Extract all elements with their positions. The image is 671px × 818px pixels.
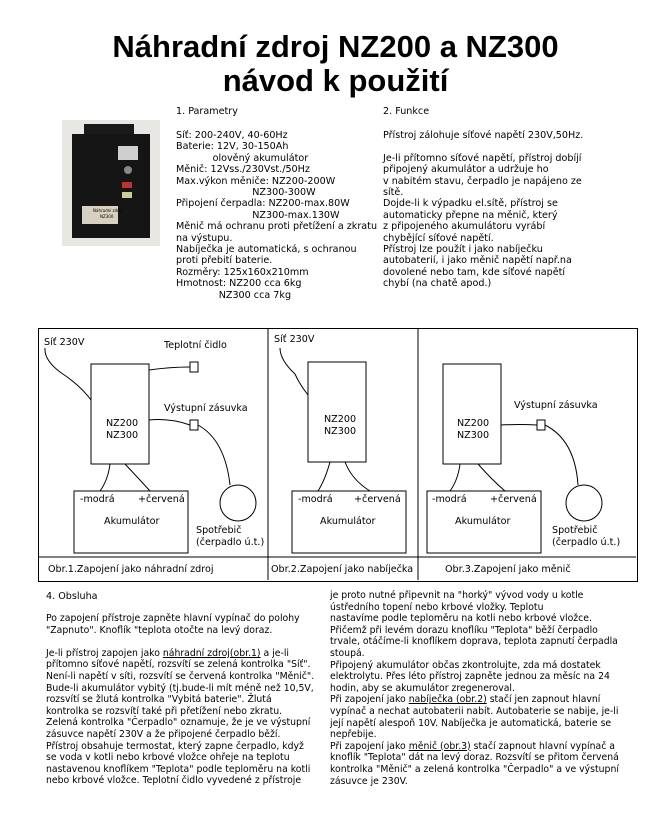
p3-nz200: NZ200	[457, 418, 490, 429]
section4-left-line: "Zapnuto". Knoflík "teplota otočte na levý doraz.	[46, 624, 273, 636]
p3-nz300: NZ300	[457, 430, 490, 441]
section4-left-line: Zelená kontrolka "Čerpadlo" oznamuje, že je ve výstupní	[46, 717, 311, 729]
p1-nz200: NZ200	[106, 418, 139, 429]
section2-line: připojený akumulátor a udržuje ho	[383, 164, 549, 176]
section4-left-line	[46, 636, 314, 648]
section1-line: NZ300-max.130W	[176, 209, 340, 221]
section1-line: Rozměry: 125x160x210mm	[176, 266, 309, 278]
p3-pump-label: (čerpadlo ú.t.)	[552, 537, 621, 548]
p3-output-socket-label: Výstupní zásuvka	[514, 400, 598, 411]
section4-right-line: je proto nutné připevnit na "horký" vývod vody u kotle	[330, 590, 584, 601]
section4-right-line: hodin, aby se akumulátor zregeneroval.	[330, 682, 515, 694]
section2-line: Přístroj lze použít i jako nabíječku	[383, 244, 543, 256]
p1-nz300: NZ300	[106, 430, 139, 441]
section4-right-line: knoflík "Teplota" dát na levý doraz. Rozsvítí se přitom červená	[330, 752, 619, 764]
section2-line: autobaterií, i jako měnič napětí např.na	[383, 255, 572, 267]
section2-line: Je-li přítomno síťové napětí, přístroj dobíjí	[383, 152, 582, 164]
p3-battery-label: Akumulátor	[455, 516, 511, 527]
p2-battery-label: Akumulátor	[320, 516, 376, 527]
p1-appliance-label: Spotřebič	[196, 525, 242, 536]
p1-minus-label: -modrá	[80, 494, 115, 505]
caption-fig3: Obr.3.Zapojení jako měnič	[445, 564, 571, 575]
section1-line: Max.výkon měniče: NZ200-200W	[176, 175, 336, 187]
section1-line: NZ300-300W	[176, 187, 316, 199]
section2-line: chybějící síťové napětí.	[383, 232, 494, 244]
section4-left-line: přítomno síťové napětí, rozsvítí se zelená kontrolka "Síť".	[46, 659, 311, 671]
section1-line: Měnič: 12Vss./230Vst./50Hz	[176, 164, 310, 176]
section4-left-line: se voda v kotli nebo krbové vložce ohřeje na teplotu	[46, 752, 290, 764]
section4-right-line: ústředního topení nebo krbové vložky. Teplotu	[330, 601, 544, 613]
section1-line: na výstupu.	[176, 232, 233, 244]
section1-line: Připojení čerpadla: NZ200-max.80W	[176, 198, 350, 210]
p1-site-label: Síť 230V	[44, 337, 85, 348]
page-subtitle: návod k použití	[222, 63, 449, 98]
section4-left-line: Přístroj obsahuje termostat, který zapne čerpadlo, když	[46, 740, 304, 752]
section4-right-line: Při zapojení jako měnič (obr.3) stačí zapnout hlavní vypínač a	[330, 740, 615, 752]
section1-line: Baterie: 12V, 30-150Ah	[176, 141, 289, 153]
section4-left-line: rozsvítí se žlutá kontrolka "Vybitá baterie". Žlutá	[46, 694, 272, 706]
section2-line: Přístroj zálohuje síťové napětí 230V,50Hz.	[383, 130, 584, 141]
section4-right-line: její napětí alespoň 10V. Nabíječka je automatická, baterie se	[330, 717, 612, 729]
p2-site-label: Síť 230V	[274, 334, 315, 345]
section2-line: sítě.	[383, 187, 404, 199]
section4-left-line: zásuvce napětí 230V a že připojené čerpadlo běží.	[46, 728, 281, 740]
caption-fig2: Obr.2.Zapojení jako nabíječka	[271, 564, 414, 575]
p1-output-socket-label: Výstupní zásuvka	[164, 403, 248, 414]
photo-label-2: NZ300	[100, 214, 114, 219]
section4-right-line: trvale, otáčíme-li knoflíkem doprava, teplota zapnutí čerpadla	[330, 636, 618, 648]
caption-fig1: Obr.1.Zapojení jako náhradní zdroj	[48, 564, 214, 575]
section4-left-line: Není-li napětí v síti, rozsvítí se červená kontrolka "Měnič".	[46, 670, 315, 682]
section1-line: Nabíječka je automatická, s ochranou	[176, 244, 357, 256]
p3-appliance-label: Spotřebič	[552, 525, 598, 536]
section4-right-line: Připojený akumulátor občas zkontrolujte, zda má dostatek	[330, 659, 601, 671]
section2-line: Dojde-li k výpadku el.sítě, přístroj se	[383, 198, 558, 210]
section4-right-line: nepřebije.	[330, 729, 377, 741]
section2-line: automaticky přepne na měnič, který	[383, 209, 558, 221]
section2-line: z připojeného akumulátoru vyrábí	[383, 221, 546, 233]
section4-right-line: Přičemž při levém dorazu knoflíku "Teplota" běží čerpadlo	[330, 624, 598, 636]
section2-line: dovolené nebo tam, kde síťové napětí	[383, 266, 566, 278]
p2-minus-label: -modrá	[298, 494, 333, 505]
p2-nz200: NZ200	[324, 414, 357, 425]
section4-right-line: stoupá.	[330, 647, 365, 659]
p1-plus-label: +červená	[138, 494, 185, 505]
section4-right-line: Při zapojení jako nabíječka (obr.2) stačí jen zapnout hlavní	[330, 694, 601, 706]
section4-right-line: vypínač a nechat autobaterii nabít. Autobaterie se nabije, je-li	[330, 705, 619, 717]
p1-battery-label: Akumulátor	[104, 516, 160, 527]
section1-line: olověný akumulátor	[176, 152, 309, 164]
section2-line: chybí (na chatě apod.)	[383, 278, 492, 290]
section4-left-line: nebo krbové vložce. Teplotní čidlo vyvedené z přístroje	[46, 775, 302, 787]
p2-plus-label: +červená	[354, 494, 401, 505]
p2-nz300: NZ300	[324, 426, 357, 437]
section4-left-line: Bude-li akumulátor vybitý (tj.bude-li mít méně než 10,5V,	[46, 682, 314, 694]
section1-heading: 1. Parametry	[176, 106, 238, 117]
section1-line: Měnič má ochranu proti přetížení a zkratu	[176, 221, 378, 233]
section4-left-line: Je-li přístroj zapojen jako náhradní zdroj(obr.1) a je-li	[46, 647, 289, 659]
section4-right-line: kontrolka "Měnič" a zelená kontrolka "Čerpadlo" a ve výstupní	[330, 763, 619, 775]
section4-left-text	[46, 613, 314, 787]
section4-left-line: Po zapojení přístroje zapněte hlavní vypínač do polohy	[46, 613, 300, 624]
p1-temp-sensor-label: Teplotní čidlo	[164, 340, 227, 351]
p3-minus-label: -modrá	[432, 494, 467, 505]
section4-left-line: nastavenou knoflíkem "Teplota" podle teploměru na kotli	[46, 763, 311, 775]
section4-right-line: zásuvce je 230V.	[330, 775, 408, 787]
photo-label-1: Náhradní zdroj	[93, 208, 123, 213]
p3-plus-label: +červená	[490, 494, 537, 505]
section1-line: proti přebití baterie.	[176, 255, 273, 267]
section4-heading: 4. Obsluha	[46, 591, 98, 602]
section4-right-text	[330, 590, 619, 787]
section4-left-line: kontrolka se rozsvítí také při přetížení nebo zkratu.	[46, 705, 283, 717]
section1-line: Hmotnost: NZ200 cca 6kg	[176, 278, 302, 290]
page-title: Náhradní zdroj NZ200 a NZ300	[112, 29, 559, 64]
section4-right-line: elektrolytu. Přes léto přístroj zapněte jednou za měsíc na 24	[330, 671, 610, 683]
section4-right-line: nastavíme podle teploměru na kotli nebo krbové vložce.	[330, 613, 592, 625]
section2-line: v nabitém stavu, čerpadlo je napájeno ze	[383, 175, 582, 187]
p1-pump-label: (čerpadlo ú.t.)	[196, 537, 265, 548]
section2-heading: 2. Funkce	[383, 106, 430, 117]
section1-line: NZ300 cca 7kg	[176, 289, 292, 301]
section1-line: Síť: 200-240V, 40-60Hz	[176, 130, 288, 141]
